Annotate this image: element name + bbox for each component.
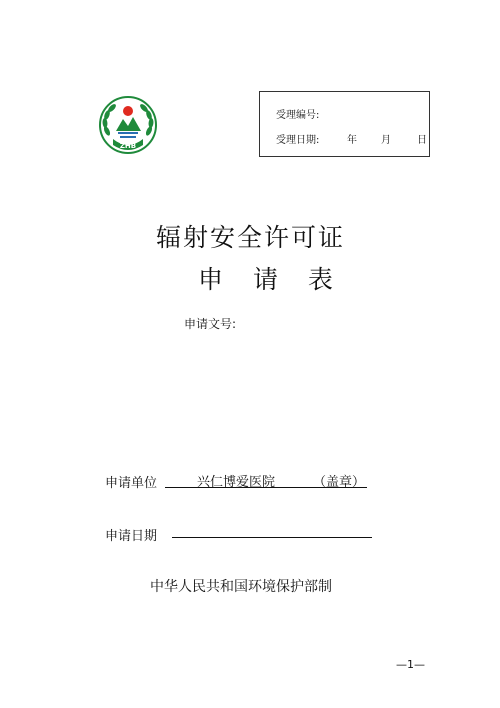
doc-number-label: 申请文号: bbox=[184, 317, 237, 331]
application-date-label: 申请日期 bbox=[105, 529, 158, 544]
applicant-unit-label: 申请单位 bbox=[105, 476, 158, 491]
form-title: 辐射安全许可证 bbox=[156, 223, 346, 252]
acceptance-date-label: 受理日期: bbox=[276, 135, 320, 146]
form-subtitle: 申 请 表 bbox=[198, 265, 333, 294]
acceptance-box bbox=[259, 91, 430, 157]
seal-note: （盖章） bbox=[313, 475, 366, 490]
applicant-unit-name: 兴仁博爱医院 bbox=[197, 475, 276, 490]
acceptance-number-label: 受理编号: bbox=[276, 110, 320, 121]
page-number: —1— bbox=[396, 658, 425, 671]
svg-text:ZHB: ZHB bbox=[119, 142, 137, 150]
zhb-emblem-icon bbox=[99, 95, 157, 155]
acceptance-day-label: 日 bbox=[417, 135, 427, 146]
acceptance-month-label: 月 bbox=[381, 135, 391, 146]
application-date-field[interactable] bbox=[172, 537, 372, 538]
acceptance-year-label: 年 bbox=[347, 135, 357, 146]
applicant-unit-field[interactable] bbox=[165, 470, 367, 488]
issuer-text: 中华人民共和国环境保护部制 bbox=[150, 579, 332, 595]
